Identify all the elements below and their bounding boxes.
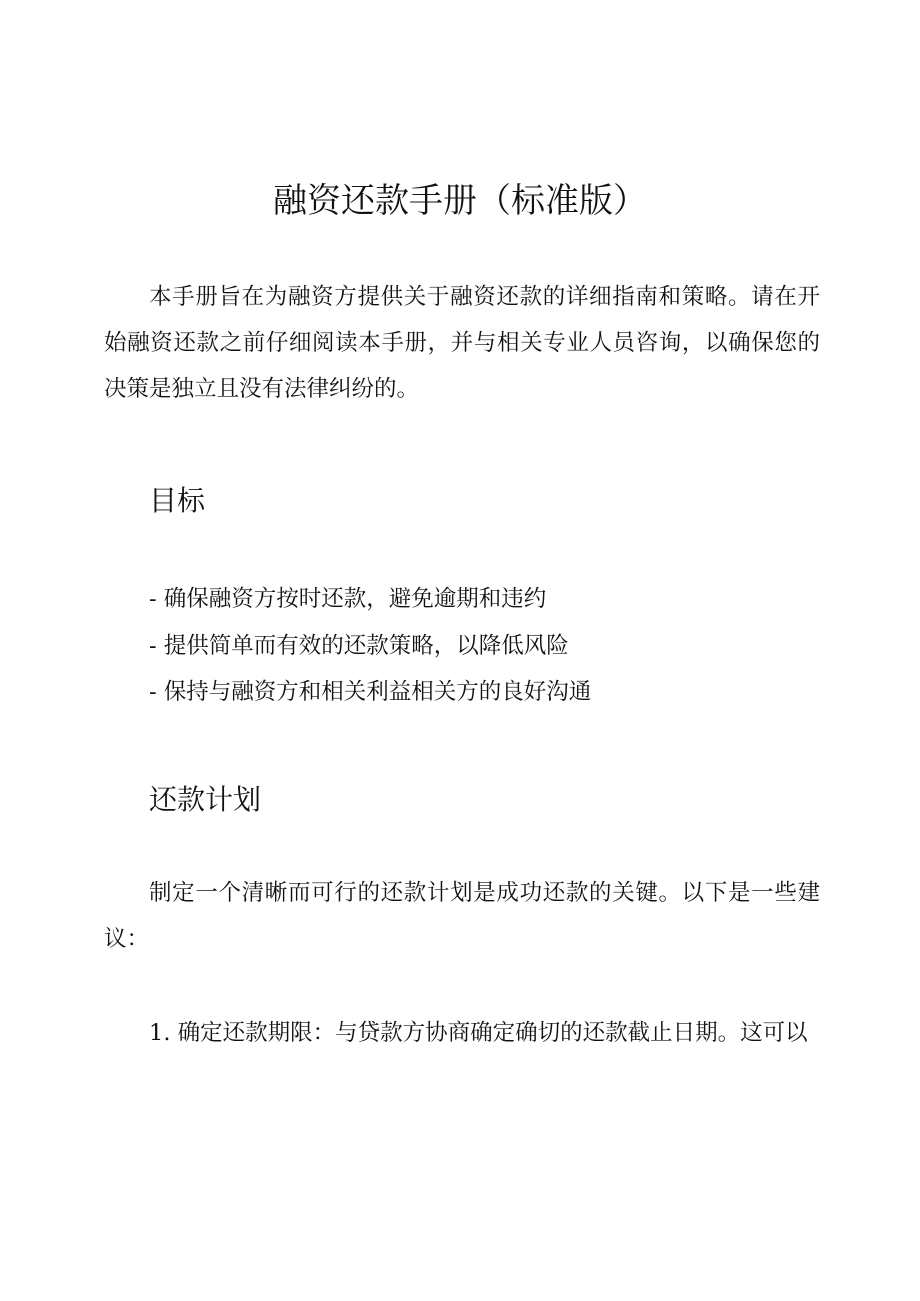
goal-item-3: - 保持与融资方和相关利益相关方的良好沟通 [149,679,592,705]
repayment-plan-heading: 还款计划 [149,783,262,816]
goal-item-1: - 确保融资方按时还款，避免逾期和违约 [149,586,547,612]
goals-list [149,576,829,716]
goals-heading: 目标 [149,484,206,517]
repayment-plan-intro: 制定一个清晰而可行的还款计划是成功还款的关键。以下是一些建议： [104,880,820,952]
document-title: 融资还款手册（标准版） [273,181,647,221]
goal-item-2: - 提供简单而有效的还款策略，以降低风险 [149,632,569,659]
repayment-step-1: 1. 确定还款期限：与贷款方协商确定确切的还款截止日期。这可以 [149,1020,808,1046]
intro-paragraph: 本手册旨在为融资方提供关于融资还款的详细指南和策略。请在开始融资还款之前仔细阅读本手册，并与相关专业人员咨询，以确保您的决策是独立且没有法律纠纷的。 [104,284,820,402]
